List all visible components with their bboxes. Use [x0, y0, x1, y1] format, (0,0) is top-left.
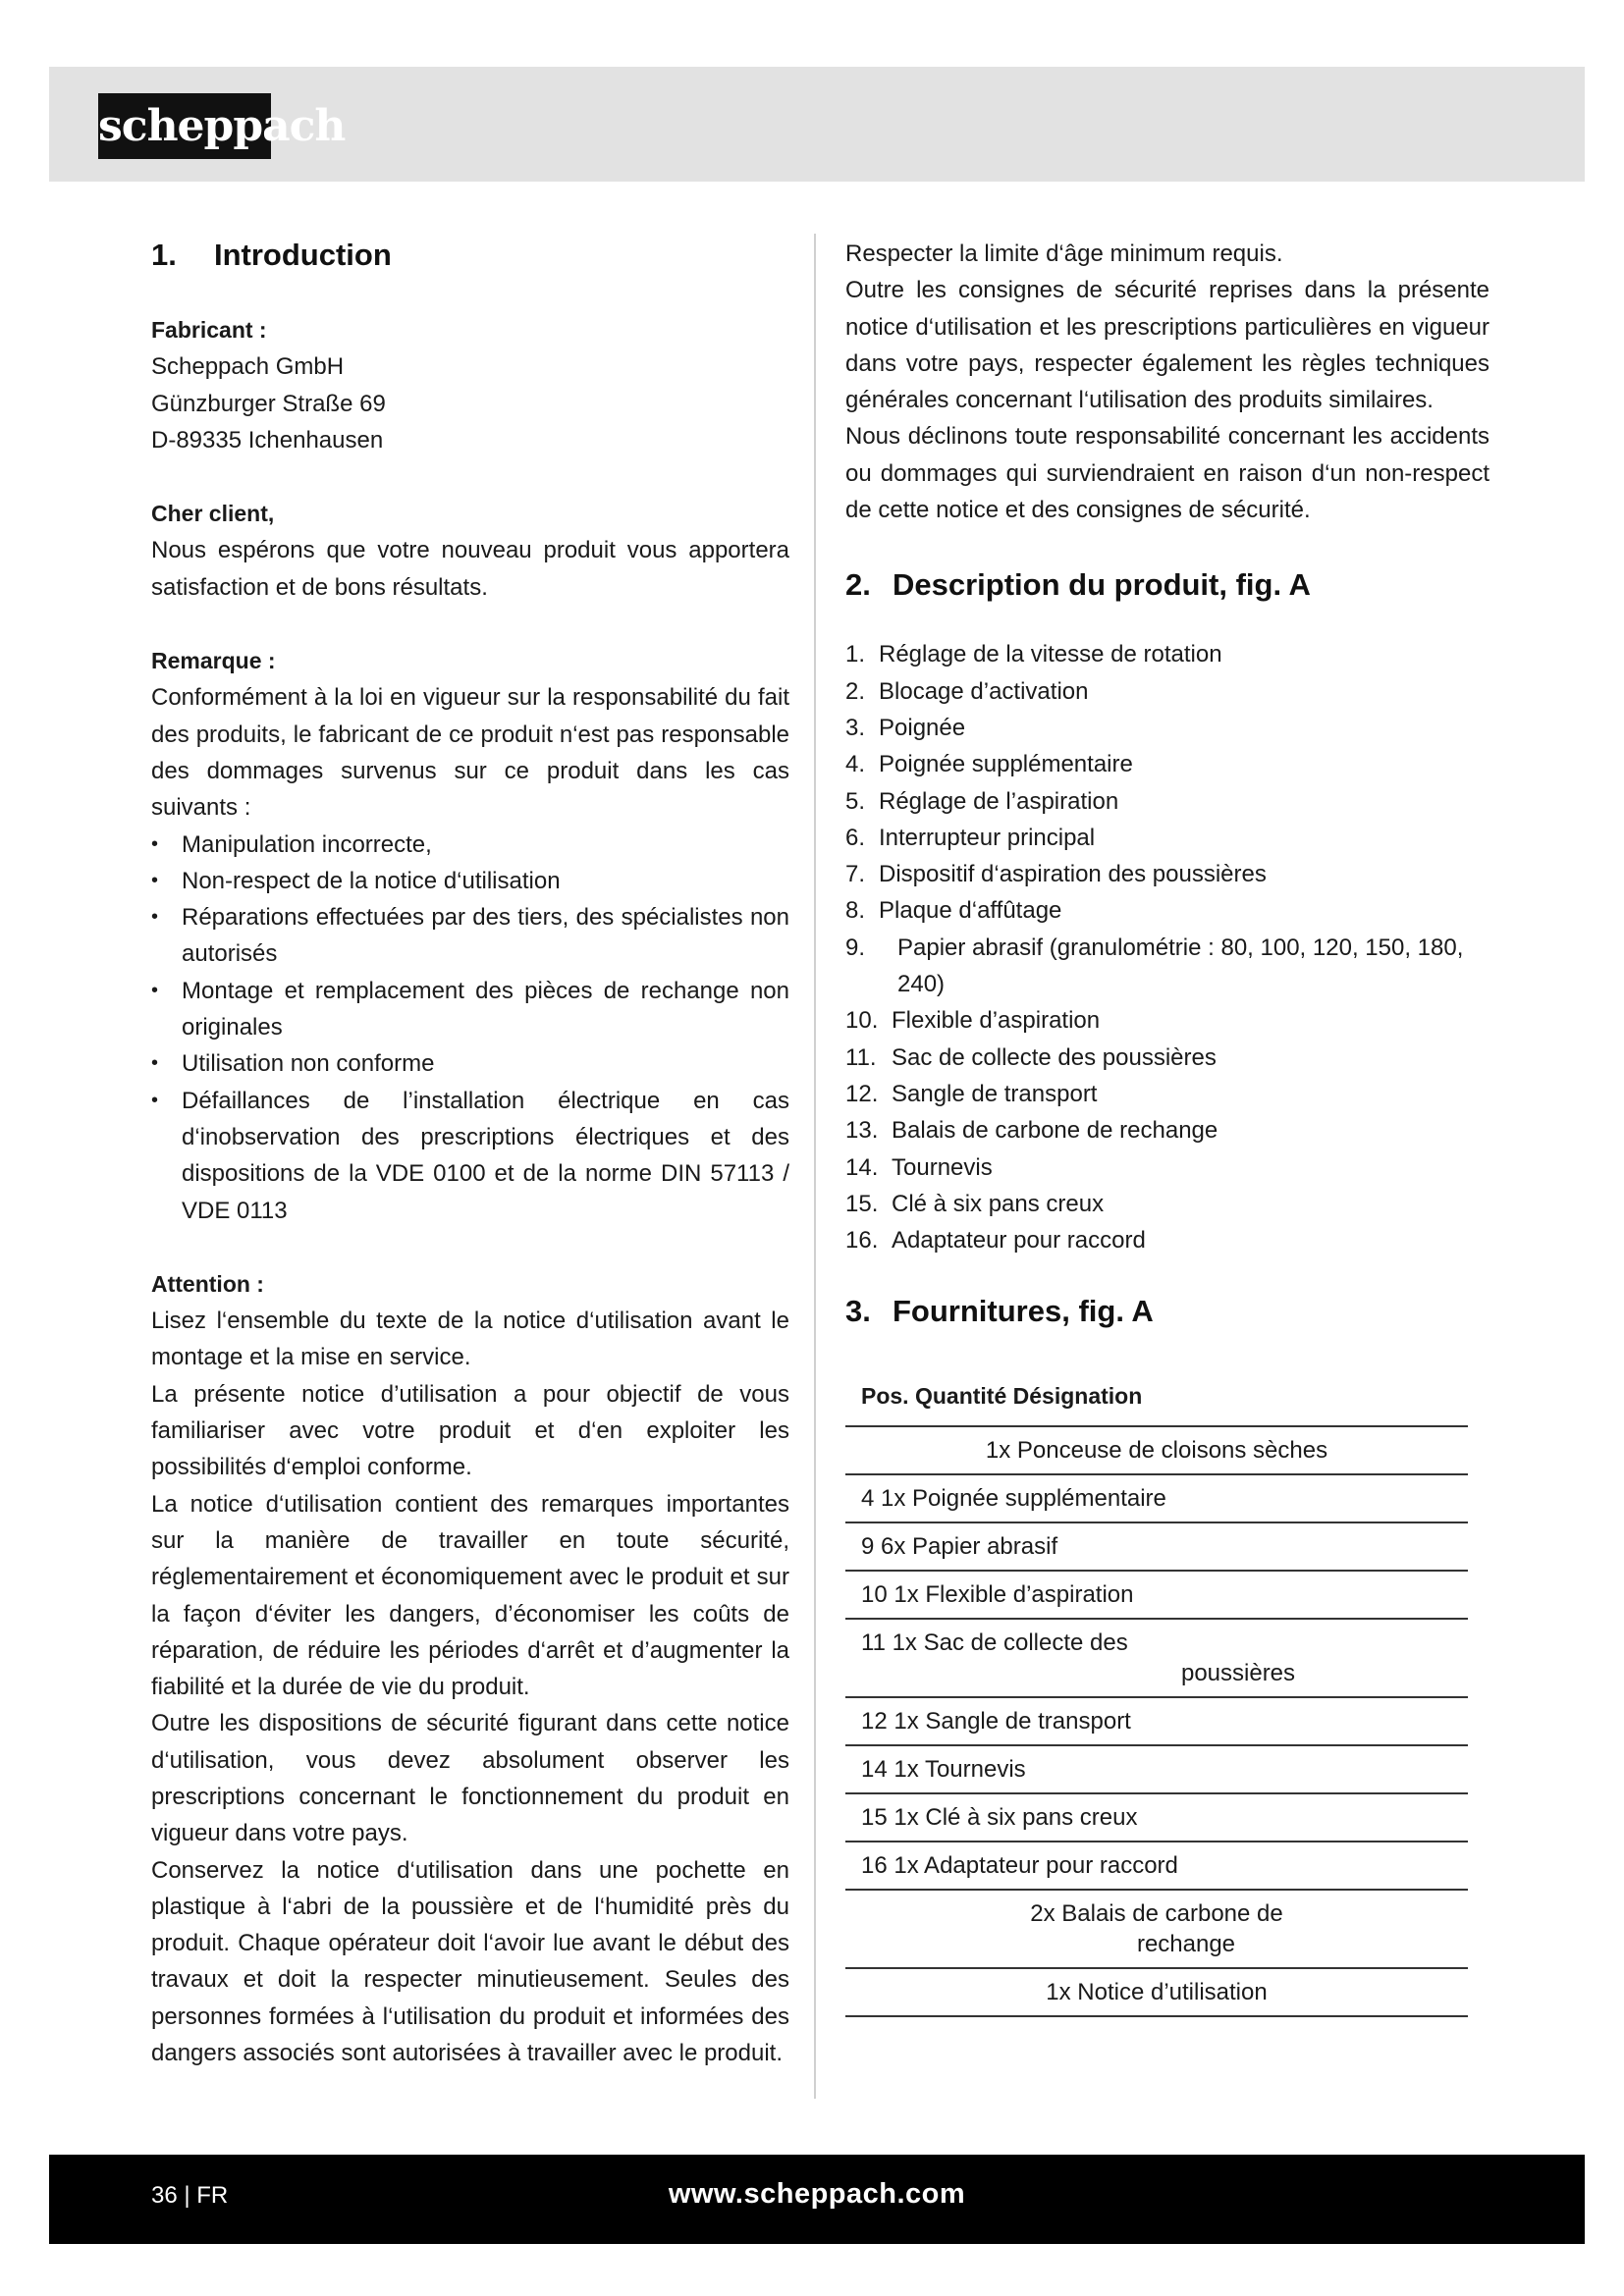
table-row: 1x Ponceuse de cloisons sèches — [845, 1427, 1468, 1475]
list-item: 11. Sac de collecte des poussières — [845, 1043, 1217, 1071]
client-label: Cher client, — [151, 501, 275, 527]
list-item: • Manipulation incorrecte, — [151, 827, 789, 863]
list-item: • Réparations effectuées par des tiers, des spécialistes non autorisés — [151, 899, 789, 973]
list-item: 14. Tournevis — [845, 1153, 993, 1181]
table-row: 10 1x Flexible d’aspiration — [845, 1572, 1468, 1620]
remarque-text: Conformément à la loi en vigueur sur la responsabilité du fait des produits, le fabricant de ce produit n‘est pas responsable des dommages survenus sur ce produit dans les cas suivants : — [151, 684, 789, 822]
list-item: 16. Adaptateur pour raccord — [845, 1227, 1146, 1255]
table-row: 1x Notice d’utilisation — [845, 1969, 1468, 2017]
attention-paragraph: Outre les dispositions de sécurité figurant dans cette notice d‘utilisation, vous devez absolument observer les prescriptions concernant le fonctionnement du produit en vigueur dans votre pays. — [151, 1710, 789, 1847]
list-item: 9. Papier abrasif (granulométrie : 80, 100, 120, 150, 180, 240) — [845, 934, 1464, 998]
list-item: 13. Balais de carbone de rechange — [845, 1117, 1218, 1145]
attention-paragraph: Conservez la notice d‘utilisation dans une pochette en plastique à l‘abri de la poussière et de l‘humidité près du produit. Chaque opérateur doit l‘avoir lue avant le début des travaux et doit la respecter minutieusement. Seules des personnes formées à l‘utilisation du produit et informées des dangers associés sont autorisées à travailler avec le produit. — [151, 1856, 789, 2067]
list-item: 15. Clé à six pans creux — [845, 1190, 1105, 1217]
remarque-bullet-list — [151, 827, 789, 1229]
table-row: 4 1x Poignée supplémentaire — [845, 1475, 1468, 1523]
list-item: • Non-respect de la notice d‘utilisation — [151, 863, 789, 899]
intro-continued-paragraph: Nous déclinons toute responsabilité concernant les accidents ou dommages qui surviendraient en raison d‘un non-respect de cette notice et des consignes de sécurité. — [845, 423, 1489, 524]
table-row: 15 1x Clé à six pans creux — [845, 1794, 1468, 1842]
list-item: • Défaillances de l’installation électrique en cas d‘inobservation des prescriptions électriques et des dispositions de la VDE 0100 et de la norme DIN 57113 / VDE 0113 — [151, 1083, 789, 1229]
list-item: 2. Blocage d’activation — [845, 677, 1089, 705]
table-row: 16 1x Adaptateur pour raccord — [845, 1842, 1468, 1891]
attention-paragraph: Lisez l‘ensemble du texte de la notice d‘utilisation avant le montage et la mise en service. — [151, 1308, 789, 1371]
footer-band — [49, 2155, 1585, 2244]
list-item: 4. Poignée supplémentaire — [845, 751, 1133, 778]
attention-label: Attention : — [151, 1270, 264, 1297]
list-item: 3. Poignée — [845, 714, 966, 741]
list-item: • Montage et remplacement des pièces de rechange non originales — [151, 973, 789, 1046]
table-header: Pos. Quantité Désignation — [845, 1368, 1468, 1426]
list-item: 12. Sangle de transport — [845, 1080, 1098, 1107]
scheppach-logo: scheppach — [98, 93, 271, 159]
remarque-label: Remarque : — [151, 648, 276, 674]
column-divider — [814, 234, 816, 2099]
table-row: 11 1x Sac de collecte des poussières — [845, 1620, 1468, 1698]
intro-continued-paragraph: Respecter la limite d‘âge minimum requis. — [845, 240, 1283, 267]
attention-paragraph: La notice d‘utilisation contient des remarques importantes sur la manière de travailler en toute sécurité, réglementairement et économiquement avec le produit et sur la façon d‘éviter les dangers, d’économiser les coûts de réparation, de réduire les périodes d‘arrêt et d’augmenter la fiabilité et la durée de vie du produit. — [151, 1490, 789, 1701]
list-item: 1. Réglage de la vitesse de rotation — [845, 641, 1222, 668]
website-link[interactable]: www.scheppach.com — [668, 2178, 966, 2210]
section-3-heading: 3. Fournitures, fig. A — [845, 1294, 1154, 1329]
intro-continued-paragraph: Outre les consignes de sécurité reprises dans la présente notice d‘utilisation et les prescriptions particulières en vigueur dans votre pays, respecter également les règles techniques générales concernant l‘utilisation des produits similaires. — [845, 277, 1489, 414]
left-column — [151, 236, 789, 2071]
list-item: 10. Flexible d’aspiration — [845, 1007, 1101, 1035]
attention-paragraph: La présente notice d’utilisation a pour objectif de vous familiariser avec votre produit et d‘en exploiter les possibilités d‘emploi conforme. — [151, 1380, 789, 1481]
fournitures-table — [845, 1368, 1489, 2016]
table-row: 9 6x Papier abrasif — [845, 1523, 1468, 1572]
right-column — [845, 236, 1489, 2017]
client-text: Nous espérons que votre nouveau produit vous apportera satisfaction et de bons résultats. — [151, 537, 789, 601]
parts-list — [845, 636, 1489, 1258]
list-item: • Utilisation non conforme — [151, 1045, 789, 1082]
fabricant-street: Günzburger Straße 69 — [151, 390, 386, 417]
list-item: 6. Interrupteur principal — [845, 824, 1096, 851]
table-row: 14 1x Tournevis — [845, 1746, 1468, 1794]
fabricant-city: D-89335 Ichenhausen — [151, 426, 384, 454]
table-row: 2x Balais de carbone de rechange — [845, 1891, 1468, 1969]
section-1-heading: 1. Introduction — [151, 238, 392, 272]
table-row: 12 1x Sangle de transport — [845, 1698, 1468, 1746]
list-item: 8. Plaque d‘affûtage — [845, 897, 1062, 925]
page-number: 36 | FR — [151, 2182, 229, 2209]
section-2-heading: 2. Description du produit, fig. A — [845, 567, 1311, 603]
fabricant-name: Scheppach GmbH — [151, 353, 345, 381]
list-item: 7. Dispositif d‘aspiration des poussières — [845, 861, 1267, 888]
list-item: 5. Réglage de l’aspiration — [845, 787, 1119, 815]
header-band — [49, 67, 1585, 182]
fabricant-label: Fabricant : — [151, 317, 267, 343]
